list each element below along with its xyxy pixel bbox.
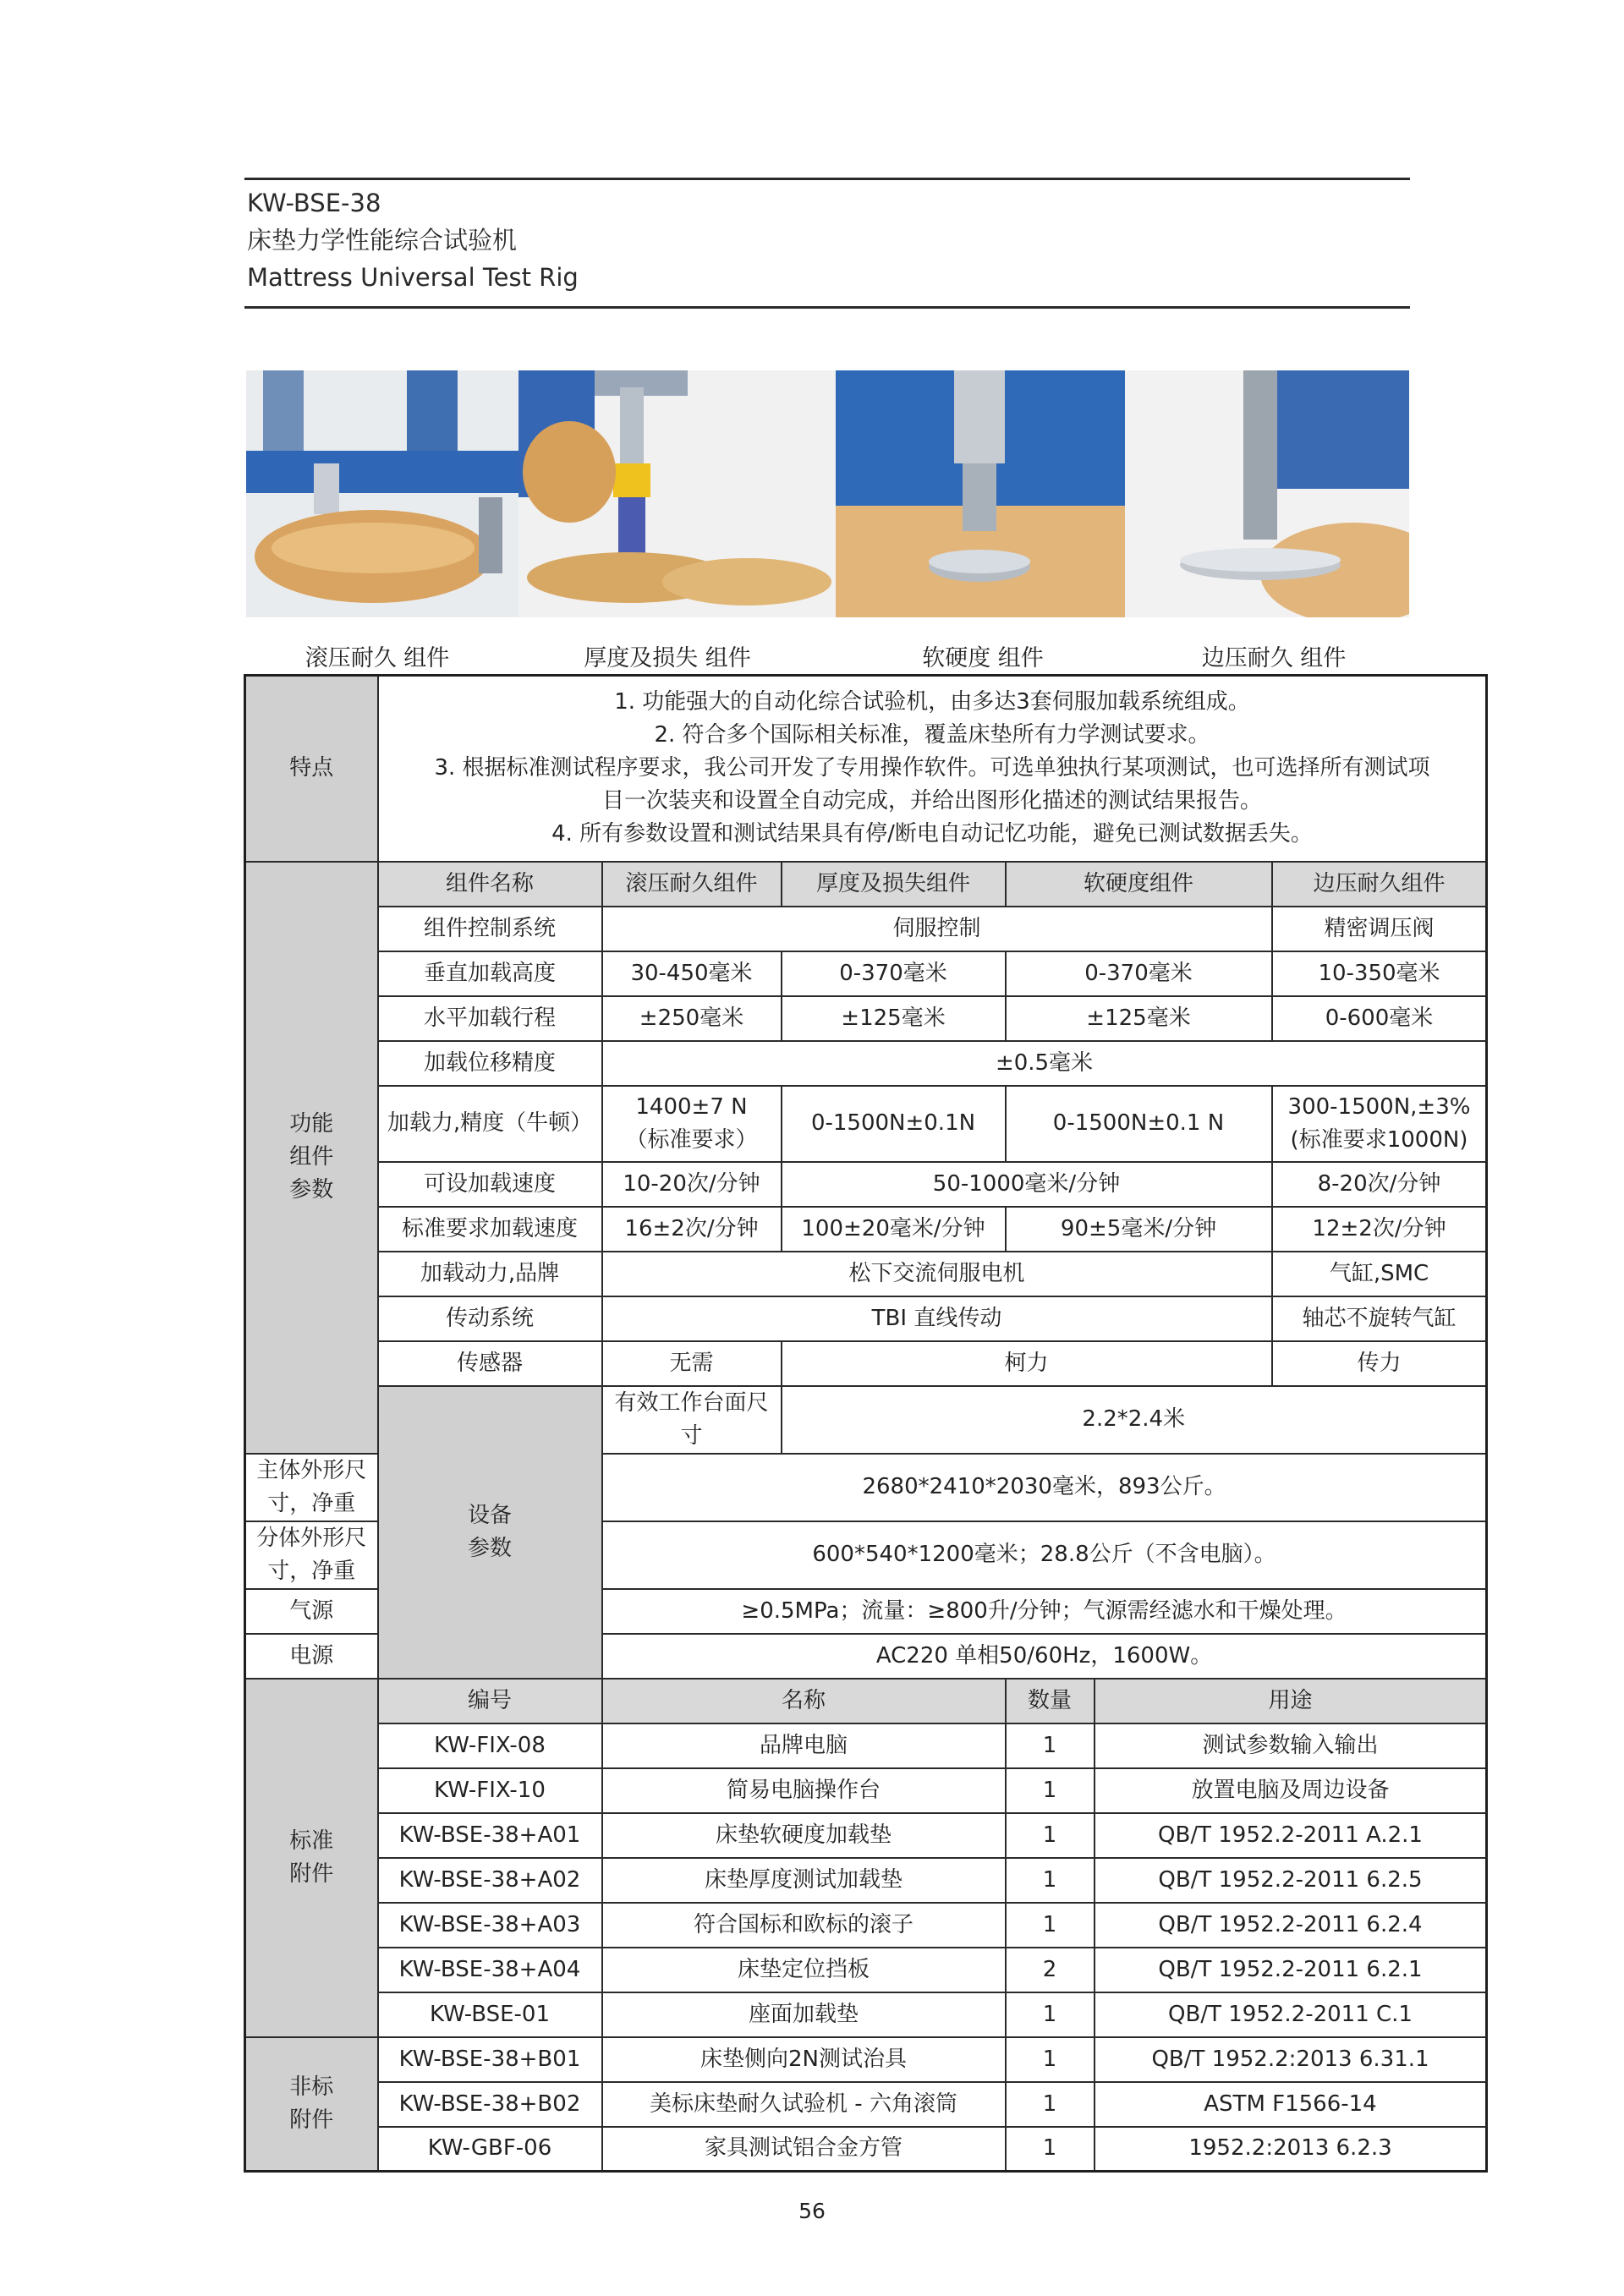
acc-qty: 1 xyxy=(1006,1992,1095,2037)
acc-code: KW-GBF-06 xyxy=(378,2127,602,2172)
accessory-row xyxy=(245,2037,1487,2082)
cell: 12±2次/分钟 xyxy=(1272,1207,1487,1252)
col-header-code: 编号 xyxy=(378,1679,602,1723)
cell: ±125毫米 xyxy=(1006,996,1272,1041)
accessory-row xyxy=(245,2082,1487,2127)
cell: TBI 直线传动 xyxy=(602,1296,1272,1341)
accessory-row xyxy=(245,1768,1487,1813)
cell: 0-600毫米 xyxy=(1272,996,1487,1041)
title-chinese: 床垫力学性能综合试验机 xyxy=(247,226,518,255)
photo-softness-hardness xyxy=(836,370,1125,617)
acc-usage: QB/T 1952.2-2011 C.1 xyxy=(1095,1992,1487,2037)
accessory-row xyxy=(245,1858,1487,1903)
acc-usage: QB/T 1952.2:2013 6.31.1 xyxy=(1095,2037,1487,2082)
acc-qty: 1 xyxy=(1006,2127,1095,2172)
cell: 8-20次/分钟 xyxy=(1272,1162,1487,1207)
photo-thickness-loss xyxy=(518,370,836,617)
row-label: 电源 xyxy=(245,1634,378,1679)
cell: 600*540*1200毫米；28.8公斤（不含电脑）。 xyxy=(602,1521,1487,1589)
cell: 16±2次/分钟 xyxy=(602,1207,782,1252)
col-header-qty: 数量 xyxy=(1006,1679,1095,1723)
row-label: 传感器 xyxy=(378,1341,602,1386)
acc-name: 床垫侧向2N测试治具 xyxy=(602,2037,1006,2082)
col-header-rolling: 滚压耐久组件 xyxy=(602,862,782,907)
cell xyxy=(1272,1086,1487,1162)
equipment-label xyxy=(378,1386,602,1679)
cell: 50-1000毫米/分钟 xyxy=(782,1162,1272,1207)
cell: 气缸,SMC xyxy=(1272,1252,1487,1296)
vertical-height-row xyxy=(245,951,1487,996)
acc-name: 符合国标和欧标的滚子 xyxy=(602,1903,1006,1948)
cell: 100±20毫米/分钟 xyxy=(782,1207,1006,1252)
cell: 松下交流伺服电机 xyxy=(602,1252,1272,1296)
features-label: 特点 xyxy=(245,676,378,862)
row-label: 垂直加载高度 xyxy=(378,951,602,996)
acc-name: 床垫定位挡板 xyxy=(602,1948,1006,1992)
cell: 0-370毫米 xyxy=(1006,951,1272,996)
acc-code: KW-BSE-38+A03 xyxy=(378,1903,602,1948)
displacement-accuracy-row xyxy=(245,1041,1487,1086)
photo-edge-durability xyxy=(1125,370,1409,617)
acc-qty: 1 xyxy=(1006,2082,1095,2127)
photo-rolling-durability xyxy=(246,370,518,617)
page-number: 56 xyxy=(798,2199,826,2223)
nonstandard-accessories-label xyxy=(245,2037,378,2172)
settable-speed-row xyxy=(245,1162,1487,1207)
acc-code: KW-FIX-10 xyxy=(378,1768,602,1813)
acc-qty: 1 xyxy=(1006,1858,1095,1903)
accessory-row xyxy=(245,1813,1487,1858)
caption-edge: 边压耐久 组件 xyxy=(1201,645,1347,671)
col-header-name: 名称 xyxy=(602,1679,1006,1723)
nonstd-label-line: 非标 xyxy=(289,2074,334,2100)
acc-qty: 1 xyxy=(1006,1723,1095,1768)
functional-label-line: 参数 xyxy=(289,1177,334,1203)
feature-line-2: 2. 符合多个国际相关标准，覆盖床垫所有力学测试要求。 xyxy=(654,722,1210,748)
cell: 柯力 xyxy=(782,1341,1272,1386)
acc-code: KW-BSE-38+A02 xyxy=(378,1858,602,1903)
row-label: 传动系统 xyxy=(378,1296,602,1341)
acc-code: KW-BSE-38+A01 xyxy=(378,1813,602,1858)
header-top-rule xyxy=(244,178,1410,180)
model-number: KW-BSE-38 xyxy=(247,189,381,217)
cell: 0-1500N±0.1N xyxy=(782,1086,1006,1162)
acc-usage: QB/T 1952.2-2011 A.2.1 xyxy=(1095,1813,1487,1858)
acc-usage: QB/T 1952.2-2011 6.2.4 xyxy=(1095,1903,1487,1948)
std-label-line: 标准 xyxy=(289,1827,334,1854)
acc-name: 床垫厚度测试加载垫 xyxy=(602,1858,1006,1903)
acc-usage: QB/T 1952.2-2011 6.2.5 xyxy=(1095,1858,1487,1903)
cell: 0-370毫米 xyxy=(782,951,1006,996)
features-row xyxy=(245,676,1487,862)
horizontal-travel-row xyxy=(245,996,1487,1041)
equipment-label-line: 设备 xyxy=(467,1502,512,1528)
accessory-header-row xyxy=(245,1679,1487,1723)
acc-usage: QB/T 1952.2-2011 6.2.1 xyxy=(1095,1948,1487,1992)
cell: 90±5毫米/分钟 xyxy=(1006,1207,1272,1252)
acc-qty: 1 xyxy=(1006,2037,1095,2082)
col-header-usage: 用途 xyxy=(1095,1679,1487,1723)
standard-speed-row xyxy=(245,1207,1487,1252)
row-label: 水平加载行程 xyxy=(378,996,602,1041)
cell: 10-20次/分钟 xyxy=(602,1162,782,1207)
cell: AC220 单相50/60Hz，1600W。 xyxy=(602,1634,1487,1679)
col-header-edge: 边压耐久组件 xyxy=(1272,862,1487,907)
feature-line-1: 1. 功能强大的自动化综合试验机，由多达3套伺服加载系统组成。 xyxy=(614,689,1250,715)
acc-qty: 1 xyxy=(1006,1813,1095,1858)
acc-code: KW-BSE-01 xyxy=(378,1992,602,2037)
row-label: 组件控制系统 xyxy=(378,907,602,951)
accessory-row xyxy=(245,1992,1487,2037)
acc-code: KW-BSE-38+B02 xyxy=(378,2082,602,2127)
cell-line: (标准要求1000N) xyxy=(1290,1126,1468,1153)
functional-header-row xyxy=(245,862,1487,907)
cell: 10-350毫米 xyxy=(1272,951,1487,996)
col-header-component: 组件名称 xyxy=(378,862,602,907)
cell: 30-450毫米 xyxy=(602,951,782,996)
equipment-row xyxy=(245,1386,1487,1454)
cell: 2680*2410*2030毫米，893公斤。 xyxy=(602,1454,1487,1521)
std-label-line: 附件 xyxy=(289,1860,334,1887)
row-label: 分体外形尺寸，净重 xyxy=(245,1521,378,1589)
row-label: 标准要求加载速度 xyxy=(378,1207,602,1252)
caption-rolling: 滚压耐久 组件 xyxy=(304,645,450,671)
acc-name: 床垫软硬度加载垫 xyxy=(602,1813,1006,1858)
cell: ±125毫米 xyxy=(782,996,1006,1041)
cell: ±0.5毫米 xyxy=(602,1041,1487,1086)
title-english: Mattress Universal Test Rig xyxy=(247,263,579,292)
cell: 2.2*2.4米 xyxy=(782,1386,1487,1454)
transmission-row xyxy=(245,1296,1487,1341)
row-label: 加载位移精度 xyxy=(378,1041,602,1086)
cell: ±250毫米 xyxy=(602,996,782,1041)
acc-usage: 1952.2:2013 6.2.3 xyxy=(1095,2127,1487,2172)
cell: 无需 xyxy=(602,1341,782,1386)
row-label: 主体外形尺寸，净重 xyxy=(245,1454,378,1521)
acc-usage: ASTM F1566-14 xyxy=(1095,2082,1487,2127)
product-photo-strip xyxy=(246,370,1409,617)
acc-qty: 2 xyxy=(1006,1948,1095,1992)
equipment-label-line: 参数 xyxy=(467,1535,512,1561)
spec-table xyxy=(244,674,1488,2173)
acc-code: KW-BSE-38+A04 xyxy=(378,1948,602,1992)
feature-line-3: 3. 根据标准测试程序要求，我公司开发了专用操作软件。可选单独执行某项测试，也可选择所有测试项 xyxy=(434,755,1430,781)
row-label: 有效工作台面尺寸 xyxy=(602,1386,782,1454)
cell-line: 300-1500N,±3% xyxy=(1287,1093,1471,1120)
feature-line-3-cont: 目一次装夹和设置全自动完成，并给出图形化描述的测试结果报告。 xyxy=(602,788,1263,814)
functional-label xyxy=(245,862,378,1454)
acc-name: 座面加载垫 xyxy=(602,1992,1006,2037)
acc-qty: 1 xyxy=(1006,1768,1095,1813)
row-label: 可设加载速度 xyxy=(378,1162,602,1207)
acc-usage: 测试参数输入输出 xyxy=(1095,1723,1487,1768)
force-row xyxy=(245,1086,1487,1162)
cell: 轴芯不旋转气缸 xyxy=(1272,1296,1487,1341)
acc-name: 美标床垫耐久试验机 - 六角滚筒 xyxy=(602,2082,1006,2127)
cell-precision-valve: 精密调压阀 xyxy=(1272,907,1487,951)
accessory-row xyxy=(245,2127,1487,2172)
cell: ≥0.5MPa；流量：≥800升/分钟；气源需经滤水和干燥处理。 xyxy=(602,1589,1487,1634)
acc-usage: 放置电脑及周边设备 xyxy=(1095,1768,1487,1813)
acc-qty: 1 xyxy=(1006,1903,1095,1948)
accessory-row xyxy=(245,1903,1487,1948)
cell xyxy=(602,1086,782,1162)
col-header-thickness: 厚度及损失组件 xyxy=(782,862,1006,907)
cell-servo-control: 伺服控制 xyxy=(602,907,1272,951)
functional-label-line: 组件 xyxy=(289,1144,334,1170)
nonstd-label-line: 附件 xyxy=(289,2107,334,2133)
control-system-row xyxy=(245,907,1487,951)
cell-line: （标准要求） xyxy=(625,1126,758,1153)
col-header-softness: 软硬度组件 xyxy=(1006,862,1272,907)
acc-name: 简易电脑操作台 xyxy=(602,1768,1006,1813)
acc-name: 品牌电脑 xyxy=(602,1723,1006,1768)
acc-code: KW-FIX-08 xyxy=(378,1723,602,1768)
acc-name: 家具测试铝合金方管 xyxy=(602,2127,1006,2172)
cell-line: 1400±7 N xyxy=(635,1093,748,1120)
features-text xyxy=(378,676,1487,862)
row-label: 气源 xyxy=(245,1589,378,1634)
feature-line-4: 4. 所有参数设置和测试结果具有停/断电自动记忆功能，避免已测试数据丢失。 xyxy=(551,821,1313,847)
row-label: 加载动力,品牌 xyxy=(378,1252,602,1296)
sensor-row xyxy=(245,1341,1487,1386)
row-label: 加载力,精度（牛顿） xyxy=(378,1086,602,1162)
caption-softness: 软硬度 组件 xyxy=(922,645,1044,671)
acc-code: KW-BSE-38+B01 xyxy=(378,2037,602,2082)
accessory-row xyxy=(245,1948,1487,1992)
power-row xyxy=(245,1252,1487,1296)
cell: 0-1500N±0.1 N xyxy=(1006,1086,1272,1162)
functional-label-line: 功能 xyxy=(289,1111,334,1137)
cell: 传力 xyxy=(1272,1341,1487,1386)
header-bottom-rule xyxy=(244,306,1410,309)
standard-accessories-label xyxy=(245,1679,378,2037)
accessory-row xyxy=(245,1723,1487,1768)
caption-thickness: 厚度及损失 组件 xyxy=(584,645,751,671)
